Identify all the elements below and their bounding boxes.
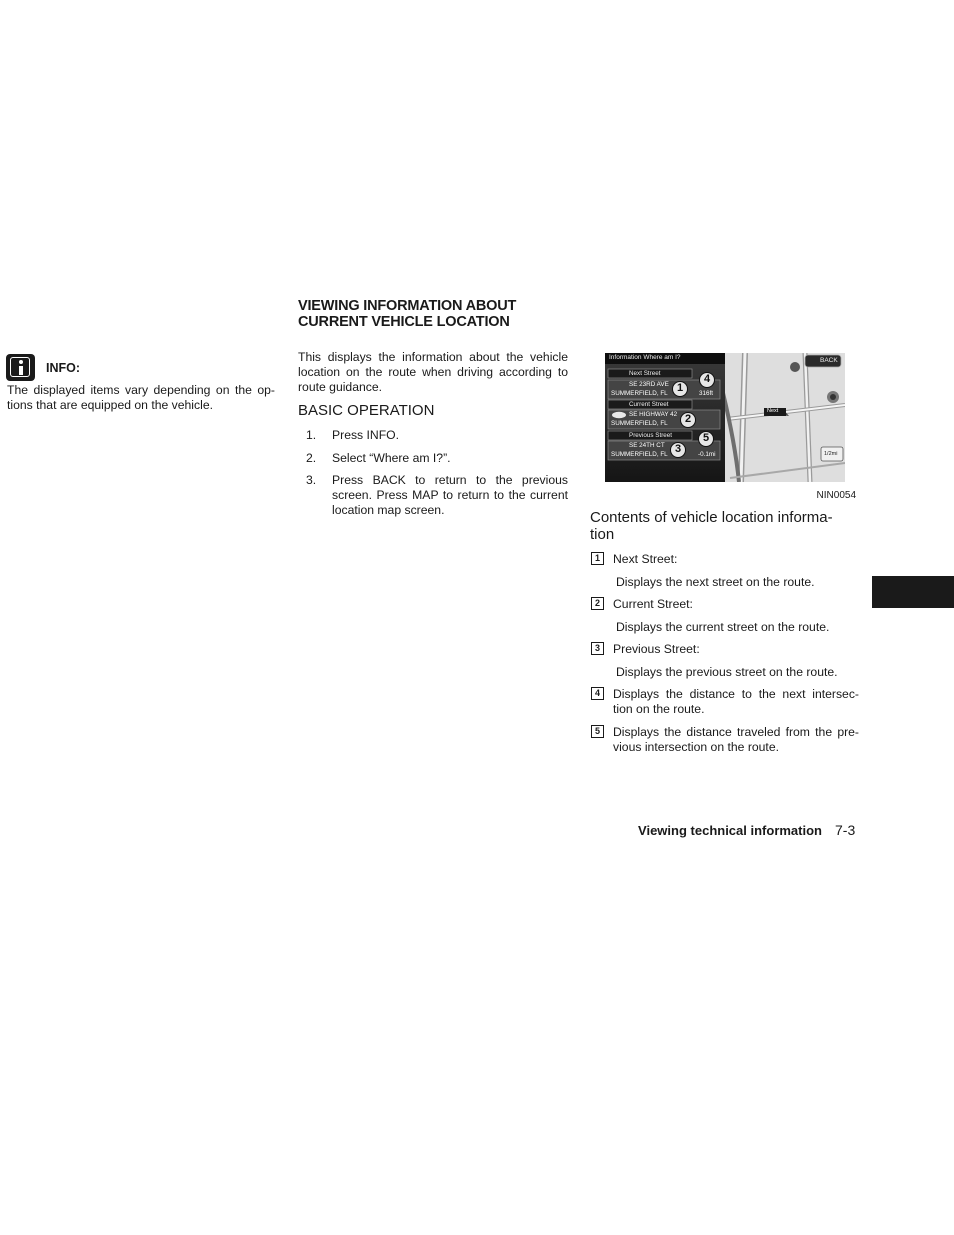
next-street-line2: SUMMERFIELD, FL: [611, 390, 668, 397]
section-heading-line1: VIEWING INFORMATION ABOUT: [298, 298, 517, 314]
item-text-previous-distance-cont: vious intersection on the route.: [613, 740, 779, 754]
footer-section-label: Viewing technical information: [638, 823, 822, 838]
current-street-label: Current Street: [629, 401, 669, 408]
callout-3: 3: [674, 443, 682, 455]
item-title-next-street: Next Street:: [613, 552, 678, 566]
screen-title: Information Where am I?: [609, 354, 681, 361]
back-button[interactable]: BACK: [820, 356, 838, 364]
contents-heading-line2: tion: [590, 526, 615, 543]
step-text: screen. Press MAP to return to the current: [332, 488, 568, 502]
scale-button[interactable]: 1/2mi: [824, 451, 838, 457]
item-desc-previous-street: Displays the previous street on the route.: [616, 665, 838, 679]
item-marker-3: 3: [591, 642, 604, 655]
item-marker-2: 2: [591, 597, 604, 610]
basic-operation-heading: BASIC OPERATION: [298, 402, 435, 419]
section-intro: This displays the information about the vehicle location on the route when driving according to route guidance.: [298, 350, 568, 394]
map-next-label: Next: [767, 408, 779, 414]
callout-4: 4: [703, 373, 711, 385]
step-number: 3.: [306, 473, 317, 487]
step-text: Select “Where am I?”.: [332, 451, 451, 465]
item-marker-5: 5: [591, 725, 604, 738]
item-title-current-street: Current Street:: [613, 597, 693, 611]
callout-5: 5: [702, 432, 710, 444]
section-heading: [298, 298, 578, 330]
info-icon: [6, 354, 35, 381]
current-street-line2: SUMMERFIELD, FL: [611, 420, 668, 427]
contents-heading-line1: Contents of vehicle location informa-: [590, 509, 833, 526]
contents-heading: [590, 509, 850, 543]
item-text-next-distance: Displays the distance to the next intersec-: [613, 687, 859, 701]
next-street-line1: SE 23RD AVE: [629, 381, 669, 388]
previous-distance: -0.1mi: [698, 451, 716, 458]
next-distance: 316ft: [699, 390, 714, 397]
chapter-thumb-tab: [872, 576, 954, 608]
info-label: INFO:: [46, 361, 81, 375]
next-street-label: Next Street: [629, 370, 661, 377]
previous-street-line2: SUMMERFIELD, FL: [611, 451, 668, 458]
info-text: The displayed items vary depending on the op-tions that are equipped on the vehicle.: [7, 383, 275, 412]
item-text-previous-distance: Displays the distance traveled from the pre-: [613, 725, 859, 739]
section-heading-line2: CURRENT VEHICLE LOCATION: [298, 314, 510, 330]
step-text: Press BACK to return to the previous: [332, 473, 568, 487]
page-number: 7-3: [835, 822, 856, 838]
previous-street-label: Previous Street: [629, 432, 673, 439]
item-text-next-distance-cont: tion on the route.: [613, 702, 705, 716]
item-marker-1: 1: [591, 552, 604, 565]
step-text: location map screen.: [332, 503, 445, 517]
callout-2: 2: [684, 413, 692, 425]
item-desc-next-street: Displays the next street on the route.: [616, 575, 815, 589]
step-number: 1.: [306, 428, 317, 442]
navigation-screen-figure: [605, 353, 845, 482]
item-title-previous-street: Previous Street:: [613, 642, 700, 656]
current-street-line1: SE HIGHWAY 42: [629, 411, 678, 418]
item-desc-current-street: Displays the current street on the route.: [616, 620, 830, 634]
callout-1: 1: [676, 382, 684, 394]
step-3: [306, 473, 568, 519]
previous-street-line1: SE 24TH CT: [629, 442, 665, 449]
step-number: 2.: [306, 451, 317, 465]
figure-caption: NIN0054: [816, 490, 856, 501]
item-marker-4: 4: [591, 687, 604, 700]
step-text: Press INFO.: [332, 428, 400, 442]
